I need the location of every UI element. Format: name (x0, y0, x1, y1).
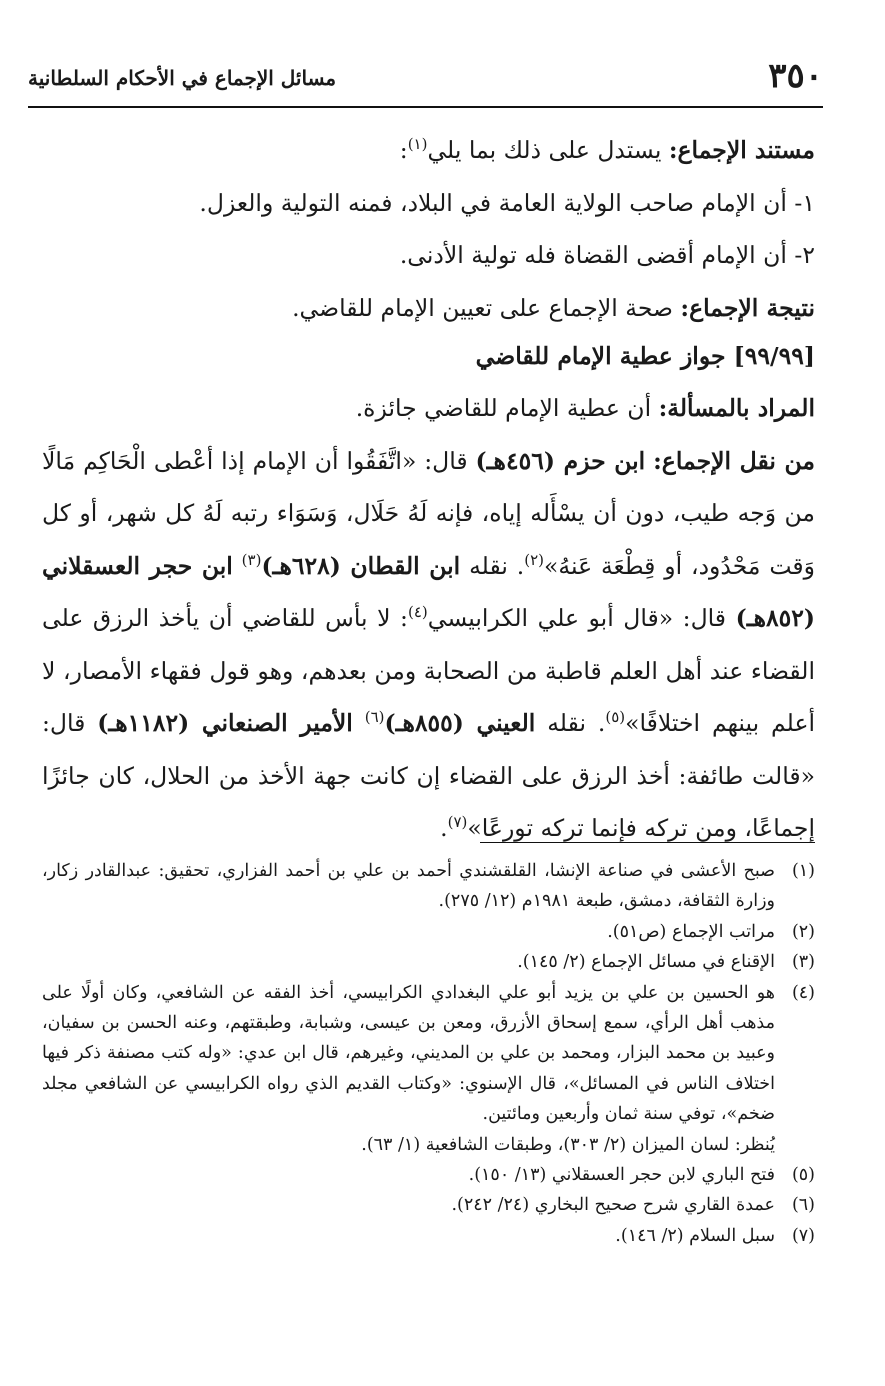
footnote-number: (٧) (791, 1225, 815, 1246)
footnote-text: هو الحسين بن علي بن يزيد أبو علي البغدادي الكرابيسي، أخذ الفقه عن الشافعي، وكان أولًا على مذهب أهل الرأي، سمع إسحاق الأزرق، ومعن بن عيسى، وشبابة، وطبقتهم، وعنه الحسن بن سفيان، وعبيد بن محمد البزار، ومحمد بن علي بن المديني، وغيرهم، قال ابن عدي: «وله كتب مصنفة ذكر فيها اختلاف الناس في المسائل»، قال الإسنوي: «وكتاب القديم الذي رواه الكرابيسي عن الشافعي مجلد ضخم»، توفي سنة ثمان وأربعين ومائتين. (42, 982, 775, 1125)
paragraph-result (42, 282, 815, 335)
footnote-text: الإقناع في مسائل الإجماع (٢/ ١٤٥). (517, 952, 775, 973)
footnote-text: سبل السلام (٢/ ١٤٦). (615, 1225, 775, 1246)
text-run (353, 709, 365, 737)
result-text: صحة الإجماع على تعيين الإمام للقاضي. (292, 293, 681, 322)
paragraph-transmission (42, 435, 815, 855)
scholar-ibn-al-qattan: ابن القطان (٦٢٨هـ) (261, 551, 461, 580)
paragraph-evidence (42, 124, 815, 177)
paragraph-point-2: ٢- أن الإمام أقضى القضاة فله تولية الأدنى. (399, 241, 815, 269)
footnote-ref: (٧) (447, 813, 468, 832)
footnotes (42, 856, 815, 1251)
footnote-text: عمدة القاري شرح صحيح البخاري (٢٤/ ٢٤٢). (451, 1195, 775, 1216)
footnote (42, 947, 815, 977)
section-heading-text: [٩٩/٩٩] جواز عطية الإمام للقاضي (475, 342, 815, 370)
footnote-text: يُنظر: لسان الميزان (٢/ ٣٠٣)، وطبقات الشافعية (١/ ٦٣). (361, 1134, 775, 1155)
result-label: نتيجة الإجماع: (680, 293, 815, 322)
footnote-text: مراتب الإجماع (ص٥١). (607, 921, 775, 942)
footnote (42, 1190, 815, 1220)
footnote-number: (٦) (791, 1195, 815, 1216)
footnote-text: صبح الأعشى في صناعة الإنشا، القلقشندي أحمد بن علي بن أحمد الفزاري، تحقيق: عبدالقادر زكار، وزارة الثقافة، دمشق، طبعة ١٩٨١م (١٢/ ٢٧٥). (42, 861, 775, 912)
meaning-text: أن عطية الإمام للقاضي جائزة. (355, 394, 659, 422)
footnote (42, 978, 815, 1160)
text-run: . (440, 814, 448, 842)
footnote-number: (٤) (791, 982, 815, 1003)
text-run (645, 447, 653, 475)
text-run: قال: «قالت طائفة: أخذ الرزق على القضاء إن كانت جهة الأخذ من الحلال، كان جائزًا إجماعًا، ومن تركه فإنما تركه تورعًا» (42, 709, 815, 842)
footnote-number: (٢) (791, 921, 815, 942)
text-run: . نقله (535, 709, 606, 737)
running-title: مسائل الإجماع في الأحكام السلطانية (28, 66, 337, 90)
evidence-tail: : (399, 136, 408, 164)
evidence-label: مستند الإجماع: (668, 136, 815, 164)
scholar-ibn-hajar: ابن حجر العسقلاني (٨٥٢هـ) (42, 551, 815, 632)
evidence-text: يستدل على ذلك بما يلي (427, 136, 669, 164)
footnote (42, 1221, 815, 1251)
text-run: : لا بأس للقاضي أن يأخذ الرزق على القضاء عند أهل العلم قاطبة من الصحابة ومن بعدهم، وهو قول فقهاء الأمصار، لا أعلم بينهم اختلافًا» (42, 604, 816, 737)
text-run: . نقله (460, 551, 525, 580)
footnote-number: (١) (791, 861, 815, 881)
footnote-number: (٥) (791, 1165, 815, 1186)
paragraph-point-1: ١- أن الإمام صاحب الولاية العامة في البلاد، فمنه التولية والعزل. (199, 188, 815, 217)
footnote (42, 917, 815, 947)
footnote-ref: (٦) (364, 708, 385, 727)
text-run: قال: «قال أبو علي الكرابيسي (427, 604, 736, 632)
footnote-ref: (١) (407, 135, 428, 154)
text-run: قال: «اتَّفَقُوا أن الإمام إذا أعْطى الْحَاكِم مَالًا من وَجه طيب، دون أن يسْأَله إياه، فإنه لَهُ حَلَال، وَسَوَاء رتبه لَهُ كل شهر، أو كل وَقت مَحْدُود، أو قِطْعَة عَنهُ» (42, 446, 815, 580)
text-run (233, 552, 242, 580)
main-text (42, 124, 815, 855)
scholar-ibn-hazm: ابن حزم (٤٥٦هـ) (475, 446, 646, 475)
paragraph-meaning (42, 382, 815, 435)
scholar-al-ayni: العيني (٨٥٥هـ) (384, 709, 536, 737)
scholar-al-sanani: الأمير الصنعاني (١١٨٢هـ) (97, 709, 353, 737)
footnote (42, 856, 815, 917)
meaning-label: المراد بالمسألة: (658, 394, 815, 422)
footnote-ref: (٥) (605, 708, 626, 727)
page-number: ٣٥٠ (768, 56, 823, 96)
footnote-number: (٣) (791, 952, 815, 973)
footnote-ref: (٢) (524, 550, 544, 569)
page-header (28, 54, 823, 108)
transmission-label: من نقل الإجماع: (653, 446, 815, 475)
section-heading (42, 334, 815, 378)
footnote-text: فتح الباري لابن حجر العسقلاني (١٣/ ١٥٠). (468, 1165, 775, 1186)
footnote-divider (480, 842, 815, 843)
footnote-ref: (٣) (241, 550, 262, 569)
footnote (42, 1160, 815, 1190)
footnote-ref: (٤) (407, 603, 428, 622)
